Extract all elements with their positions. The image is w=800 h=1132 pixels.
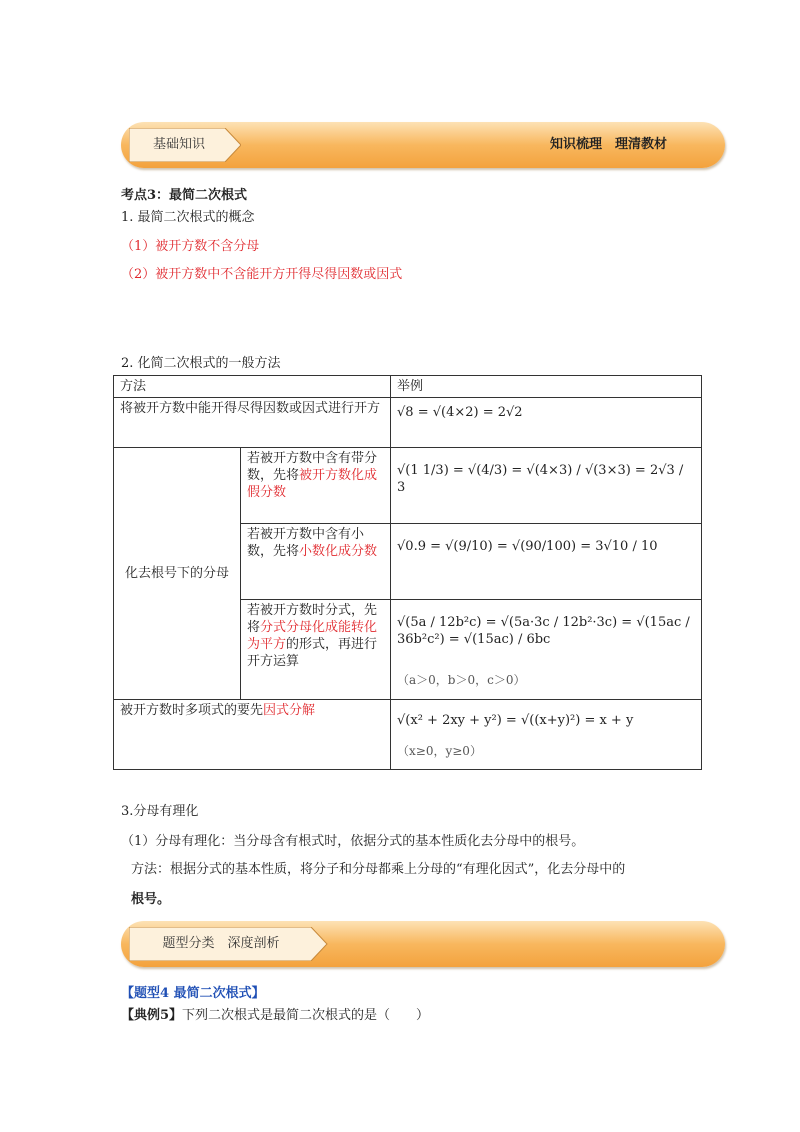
- banner-tab-label: 基础知识: [152, 137, 205, 152]
- section-title: 考点3：最简二次根式: [121, 188, 248, 203]
- sub3-prefix: 若被开方数时分式，先将: [247, 603, 378, 635]
- row1-example: √8 = √(4×2) = 2√2: [391, 398, 702, 448]
- sub3-suffix: 的形式，再进行开方运算: [247, 637, 378, 669]
- col2-header: 举例: [391, 376, 702, 398]
- example-question: [121, 1004, 429, 1023]
- row3-condition: （x≥0，y≥0）: [397, 744, 482, 758]
- rationalize-line-2: 方法：根据分式的基本性质，将分子和分母都乘上分母的“有理化因式”，化去分母中的: [131, 862, 626, 877]
- item2-red: 不含能开方开得尽得因数或因式: [220, 267, 403, 282]
- sub1-example: √(1 1/3) = √(4/3) = √(4×3) / √(3×3) = 2√3 / 3: [391, 448, 702, 524]
- concept-item-1: [121, 235, 259, 254]
- banner-right-title: 知识梳理 理清教材: [549, 137, 667, 152]
- sub3-condition: （a＞0，b＞0，c＞0）: [397, 673, 526, 687]
- banner-tab: [129, 927, 329, 961]
- concept-heading: 1. 最简二次根式的概念: [121, 210, 255, 225]
- example-prefix: 【典例5】: [121, 1008, 183, 1023]
- sub3-example: √(5a / 12b²c) = √(5a·3c / 12b²·3c) = √(15ac / 36b²c²) = √(15ac) / 6bc: [397, 615, 690, 647]
- sub2-red: 小数化成分数: [299, 544, 378, 559]
- rationalize-line-3: 根号。: [131, 892, 171, 907]
- item1-red: 不含分母: [207, 239, 260, 254]
- table-header-row: [114, 376, 702, 398]
- sub3-red: 分式分母化成能转化为平方: [247, 620, 378, 652]
- sub2-method: [241, 524, 391, 600]
- method-heading: 2. 化简二次根式的一般方法: [121, 356, 281, 371]
- question-type-label: 【题型4 最简二次根式】: [121, 986, 265, 1001]
- method-table: [113, 375, 702, 770]
- section-banner-types: [121, 921, 725, 967]
- concept-item-2: [121, 263, 402, 282]
- sub2-example: √0.9 = √(9/10) = √(90/100) = 3√10 / 10: [391, 524, 702, 600]
- row1-method: 将被开方数中能开得尽得因数或因式进行开方: [114, 398, 391, 448]
- section-banner-basics: [121, 122, 725, 168]
- sub1-red: 被开方数化成假分数: [247, 468, 378, 500]
- rationalize-heading: 3.分母有理化: [121, 804, 199, 819]
- example-text: 下列二次根式是最简二次根式的是（ ）: [182, 1008, 430, 1023]
- row3-example: √(x² + 2xy + y²) = √((x+y)²) = x + y: [397, 713, 634, 728]
- item2-prefix: （2）被开方数中: [121, 267, 221, 282]
- sub3-example-cell: [391, 600, 702, 700]
- col1-header: 方法: [114, 376, 391, 398]
- table-row: [114, 448, 702, 524]
- sub1-method: [241, 448, 391, 524]
- sub2-prefix: 若被开方数中含有小数，先将: [247, 527, 365, 559]
- row3-method: [114, 700, 391, 770]
- banner-tab: [129, 128, 241, 162]
- row3-red: 因式分解: [263, 703, 316, 718]
- table-row: [114, 398, 702, 448]
- rationalize-line-1: （1）分母有理化：当分母含有根式时，依据分式的基本性质化去分母中的根号。: [121, 834, 585, 849]
- group-label: 化去根号下的分母: [114, 448, 241, 700]
- row3-prefix: 被开方数时多项式的要先: [120, 703, 264, 718]
- sub1-prefix: 若被开方数中含有带分数，先将: [247, 451, 378, 483]
- row3-example-cell: [391, 700, 702, 770]
- banner-tab-label: 题型分类 深度剖析: [162, 936, 280, 951]
- table-row: [114, 700, 702, 770]
- sub3-method: [241, 600, 391, 700]
- item1-prefix: （1）被开方数: [121, 239, 208, 254]
